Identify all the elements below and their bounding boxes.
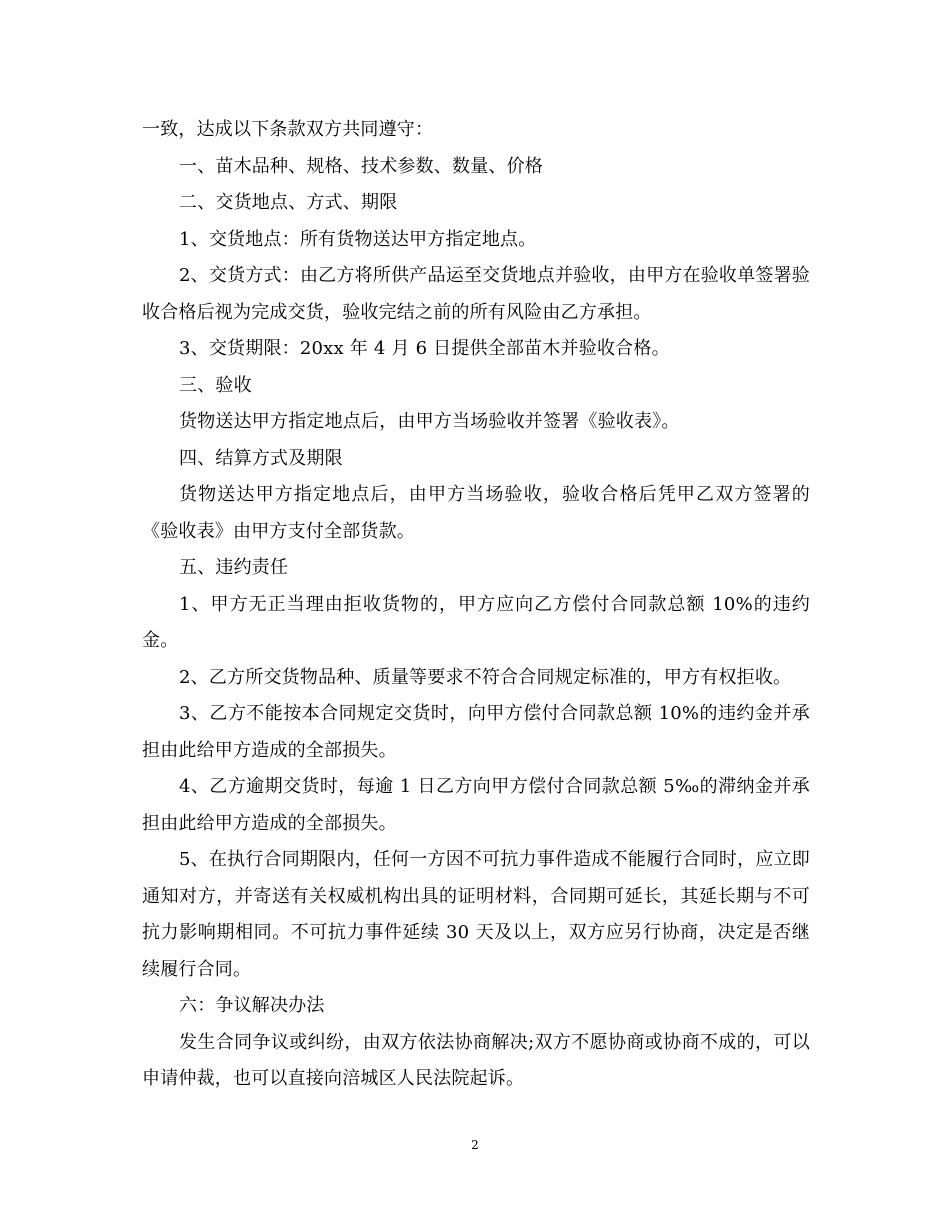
paragraph: 3、交货期限：20xx 年 4 月 6 日提供全部苗木并验收合格。 [179, 338, 670, 359]
section-heading: 六：争议解决办法 [179, 995, 325, 1016]
section-heading: 四、结算方式及期限 [179, 447, 343, 469]
paragraph: 1、交货地点：所有货物送达甲方指定地点。 [179, 228, 537, 250]
paragraph: 2、交货方式：由乙方将所供产品运至交货地点并验收，由甲方在验收单签署验收合格后视为完成交货，验收完结之前的所有风险由乙方承担。 [142, 265, 810, 323]
page-number: 2 [471, 1138, 479, 1152]
paragraph: 发生合同争议或纠纷，由双方依法协商解决;双方不愿协商或协商不成的，可以申请仲裁，也可以直接向涪城区人民法院起诉。 [142, 1031, 810, 1089]
paragraph: 5、在执行合同期限内，任何一方因不可抗力事件造成不能履行合同时，应立即通知对方，并寄送有关权威机构出具的证明材料，合同期可延长，其延长期与不可抗力影响期相同。不可抗力事件延续 30 天及以上，双方应另行协商，决定是否继续履行合同。 [142, 849, 810, 980]
paragraph: 货物送达甲方指定地点后，由甲方当场验收，验收合格后凭甲乙双方签署的《验收表》由甲方支付全部货款。 [142, 484, 810, 542]
paragraph: 4、乙方逾期交货时，每逾 1 日乙方向甲方偿付合同款总额 5‰的滞纳金并承担由此给甲方造成的全部损失。 [142, 776, 810, 834]
section-heading: 二、交货地点、方式、期限 [179, 192, 398, 213]
paragraph: 1、甲方无正当理由拒收货物的，甲方应向乙方偿付合同款总额 10%的违约金。 [142, 593, 810, 651]
paragraph: 一致，达成以下条款双方共同遵守： [142, 119, 434, 140]
section-heading: 五、违约责任 [179, 557, 289, 578]
paragraph: 3、乙方不能按本合同规定交货时，向甲方偿付合同款总额 10%的违约金并承担由此给甲方造成的全部损失。 [142, 703, 810, 761]
paragraph: 货物送达甲方指定地点后，由甲方当场验收并签署《验收表》。 [179, 411, 680, 432]
section-heading: 三、验收 [179, 374, 252, 396]
section-heading: 一、苗木品种、规格、技术参数、数量、价格 [179, 155, 543, 177]
paragraph: 2、乙方所交货物品种、质量等要求不符合合同规定标准的，甲方有权拒收。 [179, 666, 792, 688]
document-body [142, 112, 810, 1098]
